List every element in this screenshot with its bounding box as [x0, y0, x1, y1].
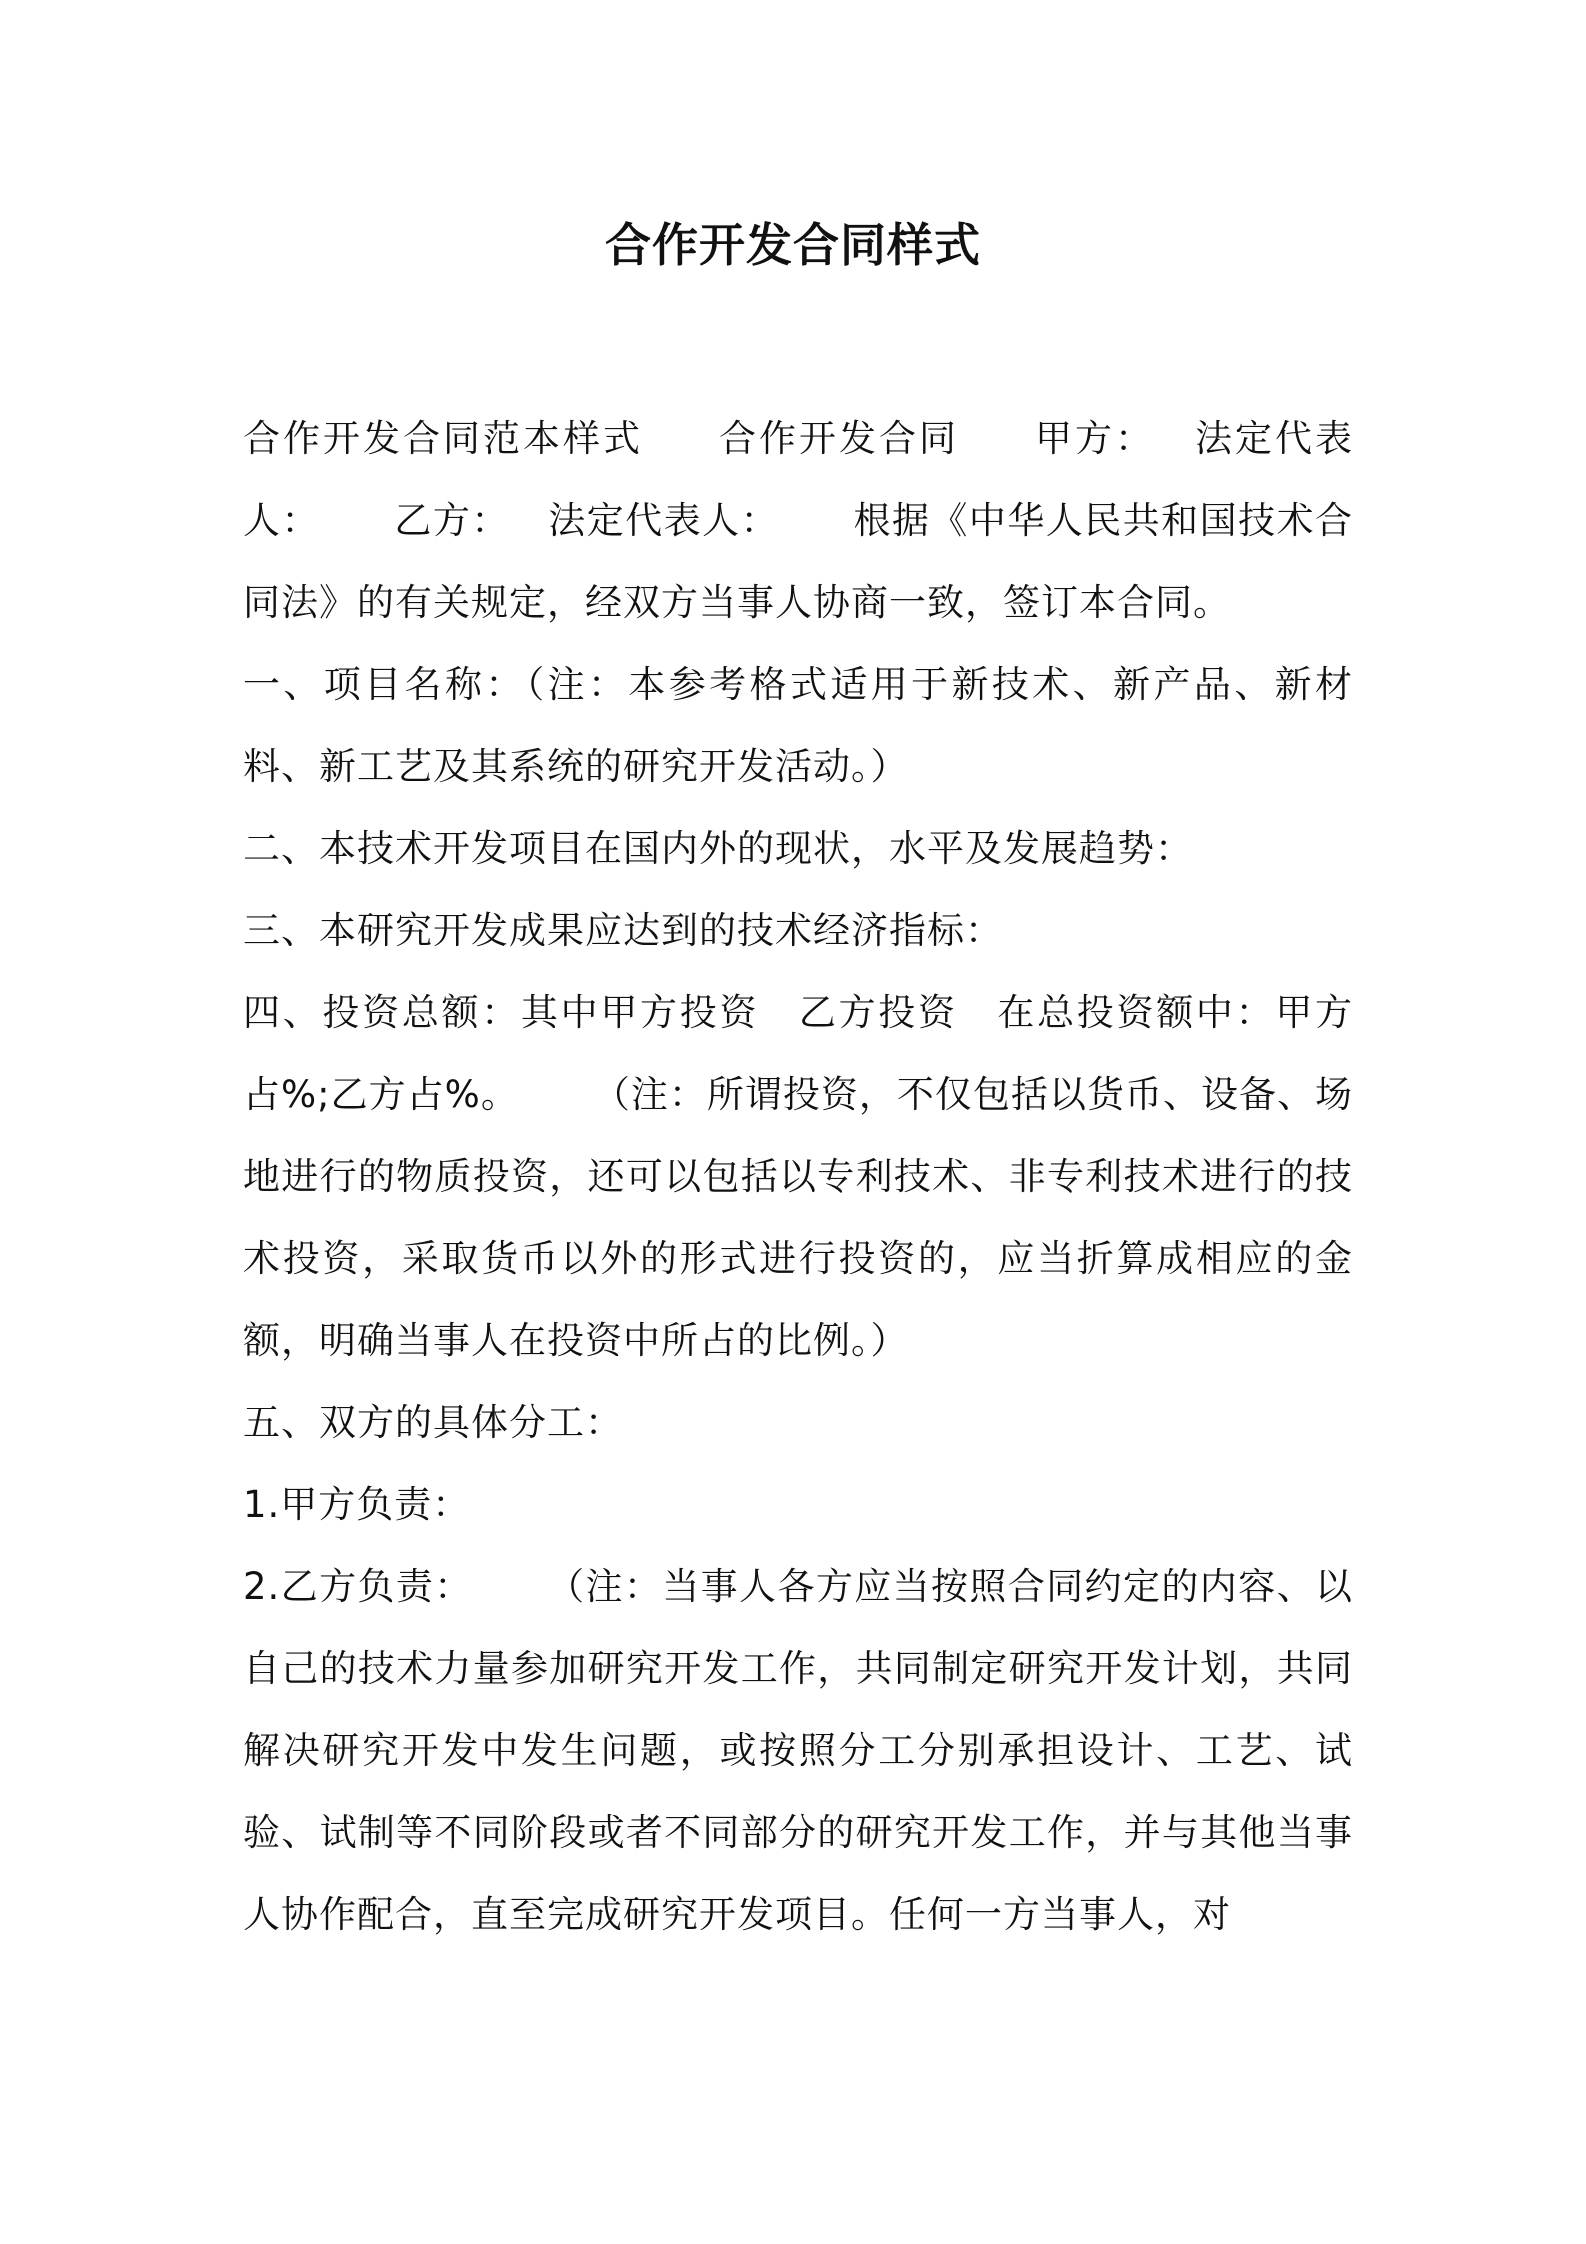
party-b-duties-label: 2.乙方负责：: [243, 1565, 473, 1608]
investment-total: 四、投资总额：其中甲方投资: [243, 991, 760, 1034]
paragraph-investment: [243, 972, 1353, 1382]
paragraph-party-a-duties: 1.甲方负责：: [243, 1483, 471, 1526]
party-b-investment: 乙方投资: [797, 991, 958, 1034]
paragraph-status-and-trends: 二、本技术开发项目在国内外的现状，水平及发展趋势：: [243, 827, 1193, 870]
legal-basis-text: 根据《中华人民共和国技术合同法》的有关规定，经双方当事人协商一致，签订本合同。: [243, 499, 1354, 624]
paragraph-preamble: [243, 398, 1353, 644]
paragraph-project-name: 一、项目名称：（注：本参考格式适用于新技术、新产品、新材料、新工艺及其系统的研究开发活动。）: [243, 663, 1353, 788]
paragraph-party-b-duties: [243, 1546, 1353, 1956]
document-title: 合作开发合同样式: [605, 218, 981, 272]
contract-name: 合作开发合同: [717, 417, 959, 460]
investment-note: （注：所谓投资，不仅包括以货币、设备、场地进行的物质投资，还可以包括以专利技术、非专利技术进行的技术投资，采取货币以外的形式进行投资的，应当折算成相应的金额，明确当事人在投资中所占的比例。）: [243, 1073, 1354, 1362]
party-b-representative-label: 法定代表人：: [547, 499, 780, 542]
paragraph-technical-indicators: 三、本研究开发成果应达到的技术经济指标：: [243, 909, 1003, 952]
paragraph-division-of-work: 五、双方的具体分工：: [243, 1401, 623, 1444]
party-b-label: 乙方：: [393, 499, 510, 542]
party-a-label: 甲方：: [1033, 417, 1155, 460]
duties-note: （注：当事人各方应当按照合同约定的内容、以自己的技术力量参加研究开发工作，共同制定研究开发计划，共同解决研究开发中发生问题，或按照分工分别承担设计、工艺、试验、试制等不同阶段或者不同部分的研究开发工作，并与其他当事人协作配合，直至完成研究开发项目。任何一方当事人，对: [243, 1565, 1353, 1936]
document-body: [243, 398, 1353, 1956]
investment-shares: 在总投资额中：甲方占%;乙方占%。: [243, 991, 1354, 1116]
preamble-heading: 合作开发合同范本样式: [243, 417, 643, 460]
party-a-representative-label: 法定代表人：: [243, 417, 1353, 542]
